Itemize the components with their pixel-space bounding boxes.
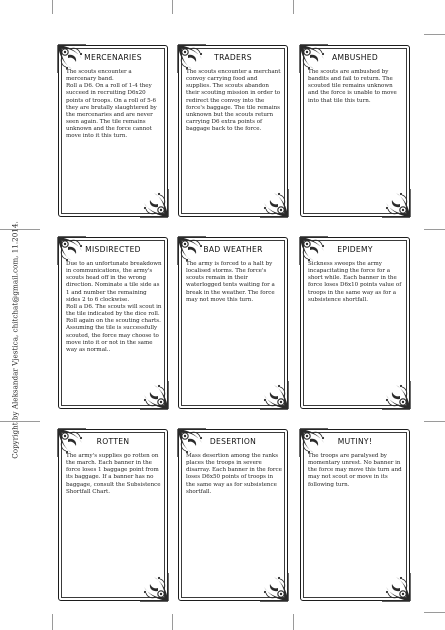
cut-mark xyxy=(52,0,53,14)
card-ambushed xyxy=(297,42,413,220)
flourish-ornament-icon xyxy=(256,185,290,219)
card-mercenaries xyxy=(55,42,171,220)
flourish-ornament-icon xyxy=(136,185,170,219)
flourish-ornament-icon xyxy=(378,569,412,603)
cut-mark xyxy=(424,34,445,35)
card-text: The scouts encounter a merchant convoy carrying food and supplies. The scouts abandon their scouting mission in order to redirect the convoy into the force's baggage. The tile remains unknown but the scouts return carrying D6 extra points of baggage back to the force. xyxy=(186,69,281,133)
card-text: The army's supplies go rotten on the march. Each banner in the force loses 1 baggage point from its baggage. If a banner has no baggage, consult the Subsistence Shortfall Chart. xyxy=(66,453,161,495)
card-bad-weather xyxy=(175,234,291,412)
card-text: The scouts are ambushed by bandits and fail to return. The scouted tile remains unknown and the force is unable to move into that tile this turn. xyxy=(308,69,397,104)
cut-mark xyxy=(293,0,294,14)
card-rotten xyxy=(55,426,171,604)
cut-mark xyxy=(424,229,445,230)
card-traders xyxy=(175,42,291,220)
card-text: Sickness sweeps the army incapacitating the force for a short while. Each banner in the force loses D6x10 points value of troops in the same way as for a subsistence shortfall. xyxy=(308,261,402,303)
flourish-ornament-icon xyxy=(256,377,290,411)
card-text: Due to an unfortunate breakdown in communications, the army's scouts head off in the wrong direction. Nominate a tile side as 1 and number the remaining sides 2 to 6 clockwise. Roll a D6. The scouts will scout in the tile indicated by the dice roll. Roll again on the scouting charts. Assuming the tile is successfully scouted, the force may choose to move into it or not in the same way as normal.. xyxy=(66,261,162,353)
flourish-ornament-icon xyxy=(136,377,170,411)
card-title: BAD WEATHER xyxy=(203,245,263,254)
flourish-ornament-icon xyxy=(136,569,170,603)
card-title: MERCENARIES xyxy=(84,53,142,62)
copyright-text: Copyright by Aleksandar Vjestica, chitchat@gmail.com, 11.2014. xyxy=(10,221,20,459)
flourish-ornament-icon xyxy=(256,569,290,603)
cut-mark xyxy=(293,614,294,630)
card-title: ROTTEN xyxy=(96,437,130,446)
card-title: MISDIRECTED xyxy=(85,245,141,254)
flourish-ornament-icon xyxy=(378,185,412,219)
card-desertion xyxy=(175,426,291,604)
copyright-line xyxy=(8,110,22,570)
card-title: EPIDEMY xyxy=(337,245,373,254)
card-epidemy xyxy=(297,234,413,412)
cut-mark xyxy=(424,612,445,613)
card-title: DESERTION xyxy=(209,437,257,446)
card-text: The troops are paralysed by momentary unrest. No banner in the force may move this turn and may not scout or move in its following turn. xyxy=(308,453,402,488)
card-title: AMBUSHED xyxy=(331,53,379,62)
card-text: The army is forced to a halt by localised storms. The force's scouts remain in their waterlogged tents waiting for a break in the weather. The force may not move this turn. xyxy=(186,261,275,303)
card-title: MUTINY! xyxy=(337,437,373,446)
flourish-ornament-icon xyxy=(378,377,412,411)
cut-mark xyxy=(424,421,445,422)
cut-mark xyxy=(172,0,173,14)
card-title: TRADERS xyxy=(214,53,252,62)
cut-mark xyxy=(172,614,173,630)
card-text: The scouts encounter a mercenary band. Roll a D6. On a roll of 1-4 they succeed in recruiting D6x20 points of troops. On a roll of 5-6 they are brutally slaughtered by the mercenaries and are never seen again. The tile remains unknown and the force cannot move into it this turn. xyxy=(66,69,157,140)
cut-mark xyxy=(52,614,53,630)
card-misdirected xyxy=(55,234,171,412)
card-mutiny xyxy=(297,426,413,604)
card-text: Mass desertion among the ranks places the troops in severe disarray. Each banner in the force loses D6x50 points of troops in the same way as for subsistence shortfall. xyxy=(186,453,282,495)
